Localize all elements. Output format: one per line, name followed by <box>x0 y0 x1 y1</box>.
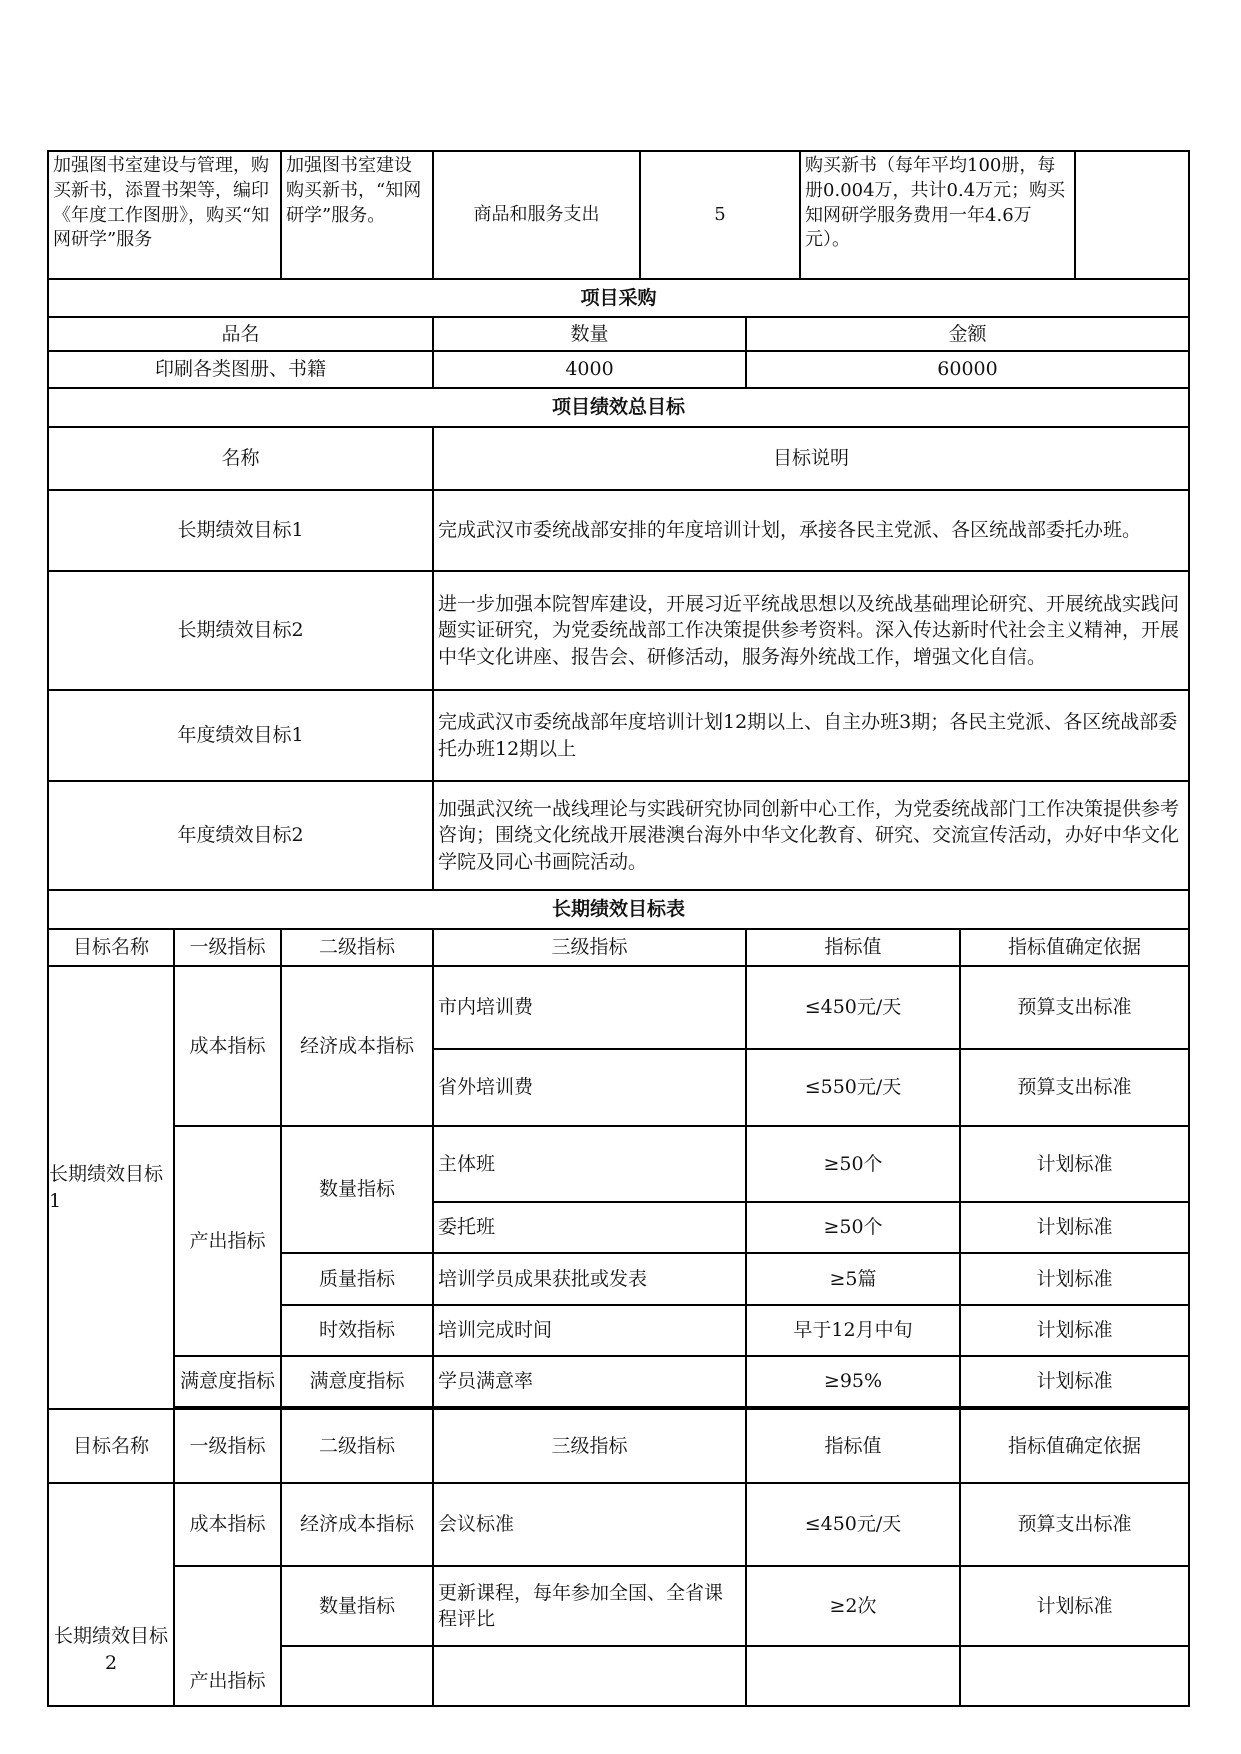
indicator-row <box>48 966 1189 1049</box>
goal-description: 完成武汉市委统战部年度培训计划12期以上、自主办班3期；各民主党派、各区统战部委托办班12期以上 <box>433 690 1189 781</box>
procurement-header-row <box>48 317 1189 351</box>
goal1-l2-econ: 经济成本指标 <box>281 966 433 1126</box>
indicator-l3: 委托班 <box>433 1202 746 1253</box>
goal-description: 完成武汉市委统战部安排的年度培训计划，承接各民主党派、各区统战部委托办班。 <box>433 490 1189 571</box>
procurement-header-qty: 数量 <box>433 317 746 351</box>
indicator-value: ≤550元/天 <box>746 1049 960 1126</box>
procurement-item-name: 印刷各类图册、书籍 <box>48 351 433 388</box>
indicator-basis: 计划标准 <box>960 1126 1189 1202</box>
goal-name-header: 名称 <box>48 427 433 490</box>
indicator-header-row <box>48 929 1189 966</box>
indicator-value: ≤450元/天 <box>746 1483 960 1566</box>
header-goal-name: 目标名称 <box>48 1409 174 1483</box>
indicator-l3: 主体班 <box>433 1126 746 1202</box>
goal1-l2-time: 时效指标 <box>281 1305 433 1356</box>
goal2-l1-output-text: 产出指标 <box>189 1669 266 1692</box>
goal1-l2-quality: 质量指标 <box>281 1253 433 1305</box>
indicator-basis: 计划标准 <box>960 1566 1189 1646</box>
overall-goals-title: 项目绩效总目标 <box>48 388 1189 427</box>
task-description: 加强图书室建设与管理，购买新书，添置书架等，编印《年度工作图册》，购买“知网研学”服务 <box>48 151 281 279</box>
indicator-basis: 预算支出标准 <box>960 1483 1189 1566</box>
indicator-basis: 预算支出标准 <box>960 1049 1189 1126</box>
indicator-basis: 计划标准 <box>960 1356 1189 1407</box>
goal-name: 长期绩效目标2 <box>48 571 433 690</box>
indicator-basis: 计划标准 <box>960 1202 1189 1253</box>
goal1-l2-qty: 数量指标 <box>281 1126 433 1253</box>
goal-description: 加强武汉统一战线理论与实践研究协同创新中心工作，为党委统战部门工作决策提供参考咨询；围绕文化统战开展港澳台海外中华文化教育、研究、交流宣传活动，办好中华文化学院及同心书画院活动。 <box>433 781 1189 890</box>
filler-cell <box>960 1646 1189 1706</box>
header-level1: 一级指标 <box>174 929 281 966</box>
goal2-l2-qty: 数量指标 <box>281 1566 433 1646</box>
goal-name: 年度绩效目标1 <box>48 690 433 781</box>
goal1-l1-cost: 成本指标 <box>174 966 281 1126</box>
procurement-header-name: 品名 <box>48 317 433 351</box>
goal2-l1-cost: 成本指标 <box>174 1483 281 1566</box>
goal1-l2-sat: 满意度指标 <box>281 1356 433 1407</box>
header-level3: 三级指标 <box>433 929 746 966</box>
header-level2: 二级指标 <box>281 1409 433 1483</box>
document-sheet <box>47 150 1188 1692</box>
goal2-l1-output <box>174 1566 281 1706</box>
indicator-basis: 计划标准 <box>960 1305 1189 1356</box>
budget-table <box>47 150 1190 1707</box>
expense-category: 商品和服务支出 <box>433 151 640 279</box>
header-goal-name: 目标名称 <box>48 929 174 966</box>
indicator-row <box>48 1356 1189 1407</box>
goal2-name <box>48 1483 174 1706</box>
overall-goal-row <box>48 571 1189 690</box>
indicator-value: ≥50个 <box>746 1202 960 1253</box>
budget-amount: 5 <box>640 151 800 279</box>
long-term-table-title: 长期绩效目标表 <box>48 890 1189 929</box>
indicator-l3: 更新课程，每年参加全国、全省课程评比 <box>433 1566 746 1646</box>
procurement-row <box>48 351 1189 388</box>
goal-name: 长期绩效目标1 <box>48 490 433 571</box>
goal2-name-text: 长期绩效目标2 <box>53 1625 168 1674</box>
indicator-l3: 培训学员成果获批或发表 <box>433 1253 746 1305</box>
indicator-row <box>48 1566 1189 1646</box>
goal1-l1-sat: 满意度指标 <box>174 1356 281 1407</box>
indicator-value: ≥2次 <box>746 1566 960 1646</box>
indicator-row <box>48 1483 1189 1566</box>
goal1-l1-output: 产出指标 <box>174 1126 281 1356</box>
indicator-l3: 省外培训费 <box>433 1049 746 1126</box>
header-basis: 指标值确定依据 <box>960 929 1189 966</box>
indicator-l3: 学员满意率 <box>433 1356 746 1407</box>
blank-cell <box>1075 151 1189 279</box>
overall-goal-row <box>48 490 1189 571</box>
indicator-value: ≤450元/天 <box>746 966 960 1049</box>
header-level2: 二级指标 <box>281 929 433 966</box>
goal-description: 进一步加强本院智库建设，开展习近平统战思想以及统战基础理论研究、开展统战实践问题实证研究，为党委统战部工作决策提供参考资料。深入传达新时代社会主义精神，开展中华文化讲座、报告会、研修活动，服务海外统战工作，增强文化自信。 <box>433 571 1189 690</box>
header-level3: 三级指标 <box>433 1409 746 1483</box>
filler-cell <box>746 1646 960 1706</box>
goal1-name: 长期绩效目标1 <box>48 966 174 1409</box>
indicator-l3: 市内培训费 <box>433 966 746 1049</box>
indicator-value: ≥50个 <box>746 1126 960 1202</box>
budget-row <box>48 151 1189 279</box>
procurement-header-amount: 金额 <box>746 317 1189 351</box>
header-level1: 一级指标 <box>174 1409 281 1483</box>
indicator-basis: 预算支出标准 <box>960 966 1189 1049</box>
header-basis: 指标值确定依据 <box>960 1409 1189 1483</box>
task-content: 加强图书室建设购买新书，“知网研学”服务。 <box>281 151 433 279</box>
procurement-item-qty: 4000 <box>433 351 746 388</box>
calculation-basis: 购买新书（每年平均100册，每册0.004万，共计0.4万元；购买知网研学服务费用一年4.6万元）。 <box>800 151 1075 279</box>
procurement-item-amount: 60000 <box>746 351 1189 388</box>
header-value: 指标值 <box>746 1409 960 1483</box>
overall-goal-row <box>48 690 1189 781</box>
overall-goal-row <box>48 781 1189 890</box>
goal2-l2-econ: 经济成本指标 <box>281 1483 433 1566</box>
indicator-value: ≥5篇 <box>746 1253 960 1305</box>
indicator-value: ≥95% <box>746 1356 960 1407</box>
goal-desc-header: 目标说明 <box>433 427 1189 490</box>
goal-name: 年度绩效目标2 <box>48 781 433 890</box>
filler-cell <box>281 1646 433 1706</box>
indicator-header-row <box>48 1409 1189 1483</box>
filler-cell <box>433 1646 746 1706</box>
indicator-value: 早于12月中旬 <box>746 1305 960 1356</box>
indicator-l3: 培训完成时间 <box>433 1305 746 1356</box>
indicator-row <box>48 1126 1189 1202</box>
header-value: 指标值 <box>746 929 960 966</box>
overall-goals-header-row <box>48 427 1189 490</box>
indicator-basis: 计划标准 <box>960 1253 1189 1305</box>
indicator-l3: 会议标准 <box>433 1483 746 1566</box>
procurement-title: 项目采购 <box>48 279 1189 317</box>
